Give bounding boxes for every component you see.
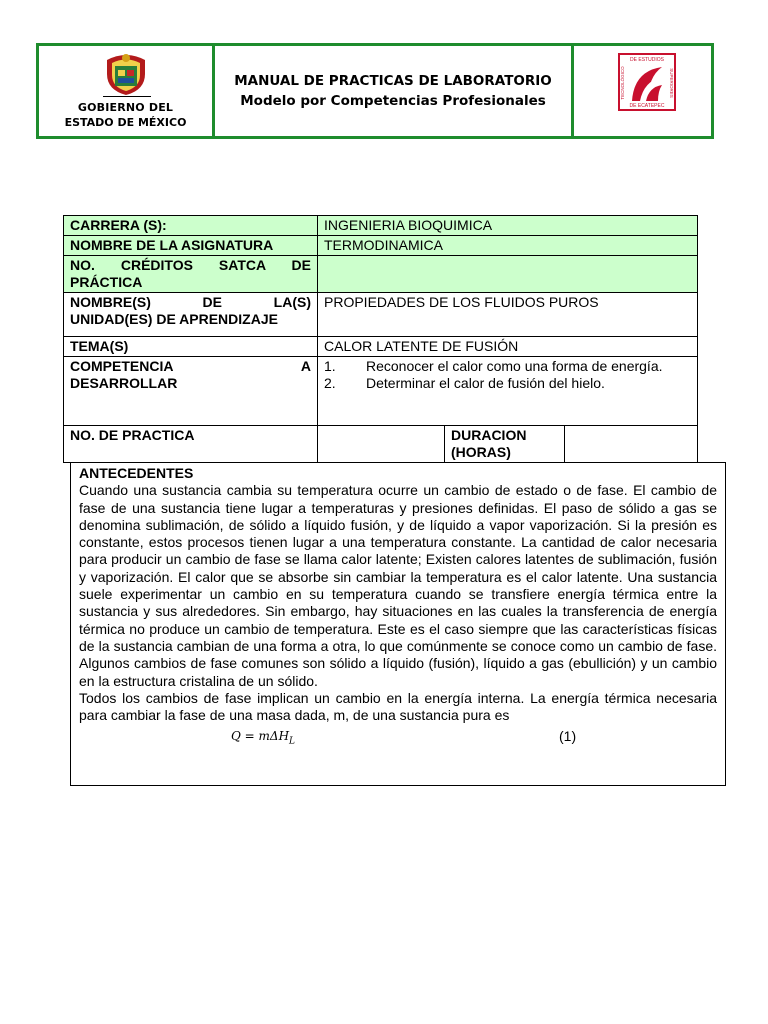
formula-expression xyxy=(231,728,295,751)
formula-main: Q = mΔH xyxy=(231,729,290,744)
competencia-text: Reconocer el calor como una forma de energía. xyxy=(366,358,663,374)
unidad-label-line2: UNIDAD(ES) DE APRENDIZAJE xyxy=(70,311,278,327)
document-header xyxy=(36,43,714,139)
row-tema xyxy=(64,337,698,357)
carrera-label: CARRERA (S): xyxy=(64,216,318,236)
formula-subscript: L xyxy=(289,736,296,747)
competencia-label xyxy=(64,357,318,426)
asignatura-value: TERMODINAMICA xyxy=(318,236,698,256)
tese-logo-icon xyxy=(618,53,676,111)
antecedentes-section xyxy=(70,462,726,786)
coat-of-arms-icon xyxy=(101,52,151,96)
practice-info-table xyxy=(63,215,698,463)
gov-logo-cell xyxy=(39,46,215,136)
duracion-label xyxy=(445,426,565,463)
competencia-value xyxy=(318,357,698,426)
gov-name-line2: ESTADO DE MÉXICO xyxy=(64,116,187,129)
gov-name-line1: GOBIERNO DEL xyxy=(77,101,174,114)
latent-heat-formula xyxy=(79,724,717,752)
antecedentes-paragraph-1: Cuando una sustancia cambia su temperatura ocurre un cambio de estado o de fase. El cambio de fase de una sustancia tiene lugar a temperaturas y presiones definidas. El paso de sólido a gas se denomina sublimación, de sólido a líquido fusión, y de líquido a vapor vaporización. Si la presión es constante, estos procesos tienen lugar a una temperatura constante. La cantidad de calor necesaria para producir un cambio de fase se llama calor latente; Existen calores latentes de sublimación, fusión y vaporización. El calor que se absorbe sin cambiar la temperatura es el calor latente. Una sustancia suele experimentar un cambio en su temperatura cuando se transfiere energía térmica entre la sustancia y sus alrededores. Sin embargo, hay situaciones en las cuales la transferencia de energía térmica no produce un cambio de temperatura. Este es el caso siempre que las características físicas de la sustancia cambian de una forma a otra, lo que comúnmente se conoce como un cambio de fase. Algunos cambios de fase comunes son sólido a líquido (fusión), líquido a gas (ebullición) y un cambio en la estructura cristalina de un sólido. xyxy=(79,482,717,689)
row-carrera xyxy=(64,216,698,236)
tes-text-right: SUPERIORES xyxy=(669,68,674,98)
duracion-label-line2: (HORAS) xyxy=(451,444,511,460)
creditos-label-line1: NO. CRÉDITOS SATCA DE xyxy=(70,257,311,273)
tema-label: TEMA(S) xyxy=(64,337,318,357)
tes-text-left: TECNOLÓGICO xyxy=(620,66,625,100)
carrera-value: INGENIERIA BIOQUIMICA xyxy=(318,216,698,236)
antecedentes-paragraph-2: Todos los cambios de fase implican un cambio en la energía interna. La energía térmica necesaria para cambiar la fase de una masa dada, m, de una sustancia pura es xyxy=(79,689,717,724)
antecedentes-title: ANTECEDENTES xyxy=(79,465,194,481)
competencia-number: 1. xyxy=(324,358,336,374)
row-practica xyxy=(64,426,698,463)
duracion-value xyxy=(565,426,698,463)
tes-logo-cell xyxy=(574,46,711,136)
unidad-label xyxy=(64,293,318,337)
competencia-label-line1: COMPETENCIA A xyxy=(70,358,311,374)
tes-text-bottom: DE ECATEPEC xyxy=(629,103,665,109)
tes-text-top: DE ESTUDIOS xyxy=(630,57,664,63)
unidad-label-line1: NOMBRE(S) DE LA(S) xyxy=(70,294,311,310)
row-unidad xyxy=(64,293,698,337)
practica-label: NO. DE PRACTICA xyxy=(64,426,318,463)
unidad-value: PROPIEDADES DE LOS FLUIDOS PUROS xyxy=(318,293,698,337)
header-title-cell xyxy=(215,46,574,136)
row-competencia xyxy=(64,357,698,426)
list-item xyxy=(324,375,691,392)
manual-subtitle: Modelo por Competencias Profesionales xyxy=(240,93,546,109)
practica-value xyxy=(318,426,445,463)
creditos-value xyxy=(318,256,698,293)
list-item xyxy=(324,358,691,375)
tema-value: CALOR LATENTE DE FUSIÓN xyxy=(318,337,698,357)
manual-title: MANUAL DE PRACTICAS DE LABORATORIO xyxy=(234,73,552,89)
gov-separator xyxy=(103,96,151,97)
competencia-label-line2: DESARROLLAR xyxy=(70,375,178,391)
row-creditos xyxy=(64,256,698,293)
competencia-list xyxy=(324,358,691,392)
formula-number: (1) xyxy=(559,728,577,745)
competencia-number: 2. xyxy=(324,375,336,391)
competencia-text: Determinar el calor de fusión del hielo. xyxy=(366,375,605,391)
duracion-label-line1: DURACION xyxy=(451,427,527,443)
creditos-label xyxy=(64,256,318,293)
creditos-label-line2: PRÁCTICA xyxy=(70,274,143,290)
asignatura-label: NOMBRE DE LA ASIGNATURA xyxy=(64,236,318,256)
row-asignatura xyxy=(64,236,698,256)
